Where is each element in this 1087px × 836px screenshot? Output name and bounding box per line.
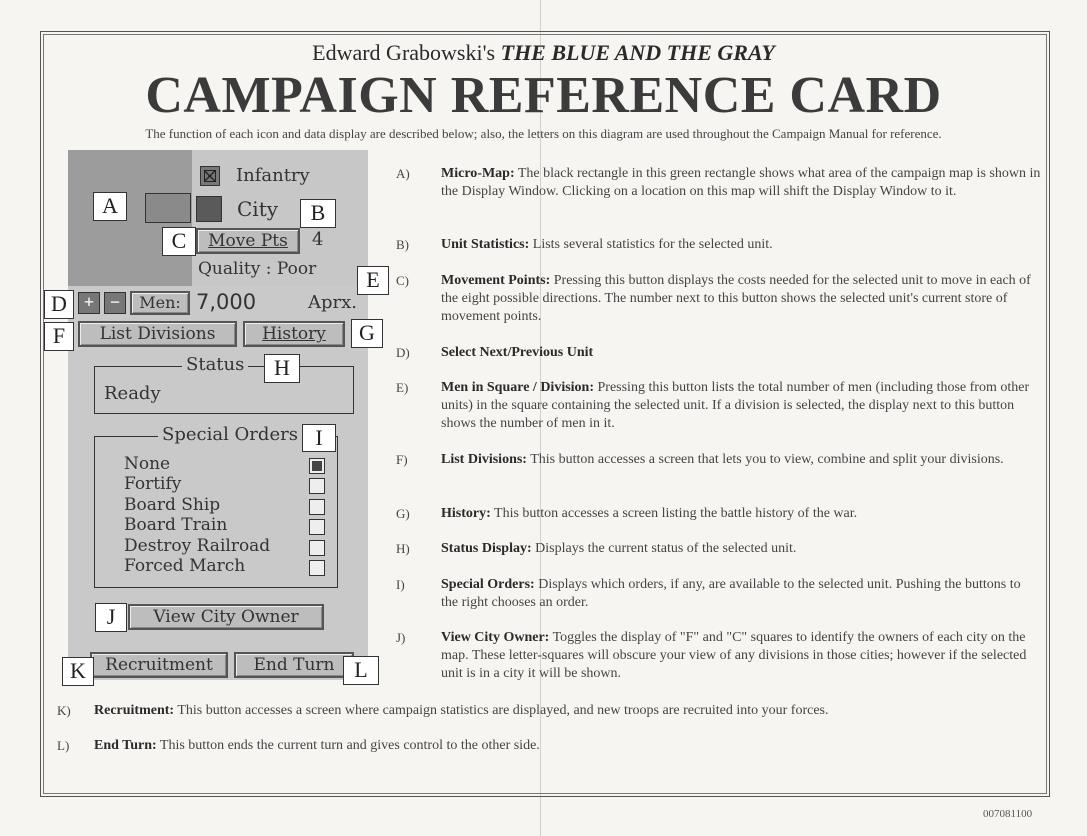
men-value: 7,000	[196, 290, 257, 314]
description-letter: D)	[396, 345, 410, 360]
description-item	[441, 540, 1041, 558]
description-item	[441, 379, 1041, 433]
description-item	[441, 236, 1041, 254]
city-label: City	[237, 197, 279, 221]
move-pts-value: 4	[312, 229, 324, 250]
description-term: Unit Statistics:	[441, 237, 530, 252]
footer-code: 007081100	[983, 808, 1033, 820]
callout-c: C	[162, 227, 196, 256]
description-text: Pressing this button lists the total number of men (including those from other units) in the square containing the selected unit. If a division is selected, the display next to this button shows the number of men in it.	[441, 380, 1030, 431]
description-term: Men in Square / Division:	[441, 380, 594, 395]
special-order-radio[interactable]	[309, 478, 325, 494]
description-item	[441, 344, 1041, 362]
recruitment-button[interactable]: Recruitment	[90, 652, 228, 678]
description-term: Select Next/Previous Unit	[441, 345, 594, 360]
special-order-radio[interactable]	[309, 519, 325, 535]
description-item	[441, 451, 1041, 469]
special-order-label: None	[124, 454, 171, 474]
description-term: Status Display:	[441, 541, 532, 556]
special-order-radio[interactable]	[309, 560, 325, 576]
end-turn-button[interactable]: End Turn	[234, 652, 354, 678]
description-text: This button ends the current turn and gives control to the other side.	[159, 738, 540, 753]
description-item	[441, 165, 1041, 201]
callout-f: F	[44, 322, 74, 351]
list-divisions-button[interactable]: List Divisions	[78, 321, 237, 347]
callout-l: L	[343, 656, 379, 685]
callout-b: B	[300, 199, 336, 228]
description-item	[441, 576, 1041, 612]
description-item	[94, 702, 1034, 720]
description-text: Lists several statistics for the selected unit.	[532, 237, 773, 252]
description-term: Special Orders:	[441, 577, 535, 592]
callout-h: H	[264, 354, 300, 383]
description-term: Recruitment:	[94, 703, 175, 718]
description-letter: L)	[57, 738, 70, 753]
game-title: THE BLUE AND THE GRAY	[500, 40, 775, 65]
description-text: Pressing this button displays the costs needed for the selected unit to move in each of the eight possible directions. The number next to this button shows the selected unit's current store of movement points.	[441, 273, 1031, 324]
description-term: List Divisions:	[441, 452, 527, 467]
previous-unit-button[interactable]: −	[104, 292, 126, 314]
callout-e: E	[357, 266, 389, 295]
special-order-radio[interactable]	[309, 499, 325, 515]
status-value: Ready	[104, 383, 161, 404]
special-order-label: Board Train	[124, 515, 228, 535]
description-text: Displays the current status of the selected unit.	[535, 541, 797, 556]
description-letter: A)	[396, 166, 410, 181]
micro-map-view-rectangle	[145, 193, 191, 223]
author: Edward Grabowski's	[312, 40, 496, 65]
special-order-label: Destroy Railroad	[124, 536, 271, 556]
special-order-radio[interactable]	[309, 540, 325, 556]
description-text: The black rectangle in this green rectangle shows what area of the campaign map is shown in the Display Window. Clicking on a location on this map will shift the Display Window to it.	[441, 166, 1041, 199]
infantry-label: Infantry	[236, 165, 310, 186]
description-item	[441, 505, 1041, 523]
status-legend: Status	[182, 354, 248, 375]
special-order-radio[interactable]	[309, 458, 325, 474]
special-order-label: Fortify	[124, 474, 182, 494]
quality-label: Quality : Poor	[198, 259, 317, 279]
page-title: CAMPAIGN REFERENCE CARD	[145, 67, 942, 124]
history-button[interactable]: History	[243, 321, 345, 347]
description-letter: G)	[396, 506, 410, 521]
description-letter: J)	[396, 630, 406, 645]
description-text: This button accesses a screen listing the battle history of the war.	[494, 506, 858, 521]
description-term: Micro-Map:	[441, 166, 515, 181]
intro-text: The function of each icon and data display are described below; also, the letters on this diagram are used throughout the Campaign Manual for reference.	[145, 126, 942, 141]
description-letter: H)	[396, 541, 410, 556]
description-term: End Turn:	[94, 738, 157, 753]
description-text: This button accesses a screen that lets you to view, combine and split your divisions.	[530, 452, 1004, 467]
city-icon	[196, 196, 222, 222]
description-text: Displays which orders, if any, are available to the selected unit. Pushing the buttons to the right chooses an order.	[441, 577, 1021, 610]
callout-k: K	[62, 657, 94, 686]
description-text: Toggles the display of "F" and "C" squares to identify the owners of each city on the map. These letter-squares will obscure your view of any divisions in those cities; however if the selected unit is in a city it will be shown.	[441, 630, 1027, 681]
description-item	[94, 737, 1034, 755]
description-item	[441, 272, 1041, 326]
description-term: View City Owner:	[441, 630, 550, 645]
callout-j: J	[95, 603, 127, 632]
aprx-label: Aprx.	[308, 292, 357, 313]
description-term: History:	[441, 506, 491, 521]
description-term: Movement Points:	[441, 273, 551, 288]
special-order-label: Forced March	[124, 556, 246, 576]
callout-a: A	[93, 192, 127, 221]
description-letter: E)	[396, 380, 409, 395]
special-order-label: Board Ship	[124, 495, 221, 515]
callout-i: I	[302, 424, 336, 452]
description-text: This button accesses a screen where campaign statistics are displayed, and new troops are recruited into your forces.	[177, 703, 829, 718]
move-pts-button[interactable]: Move Pts	[196, 228, 300, 254]
callout-d: D	[44, 290, 74, 319]
description-letter: C)	[396, 273, 409, 288]
description-letter: K)	[57, 703, 71, 718]
men-button[interactable]: Men:	[130, 291, 190, 315]
special-orders-legend: Special Orders	[158, 424, 302, 445]
view-city-owner-button[interactable]: View City Owner	[128, 604, 324, 630]
description-letter: I)	[396, 577, 405, 592]
description-item	[441, 629, 1041, 683]
infantry-icon	[200, 166, 220, 186]
callout-g: G	[351, 319, 383, 348]
description-letter: F)	[396, 452, 408, 467]
description-letter: B)	[396, 237, 409, 252]
next-unit-button[interactable]: +	[78, 292, 100, 314]
subtitle	[0, 40, 1087, 66]
